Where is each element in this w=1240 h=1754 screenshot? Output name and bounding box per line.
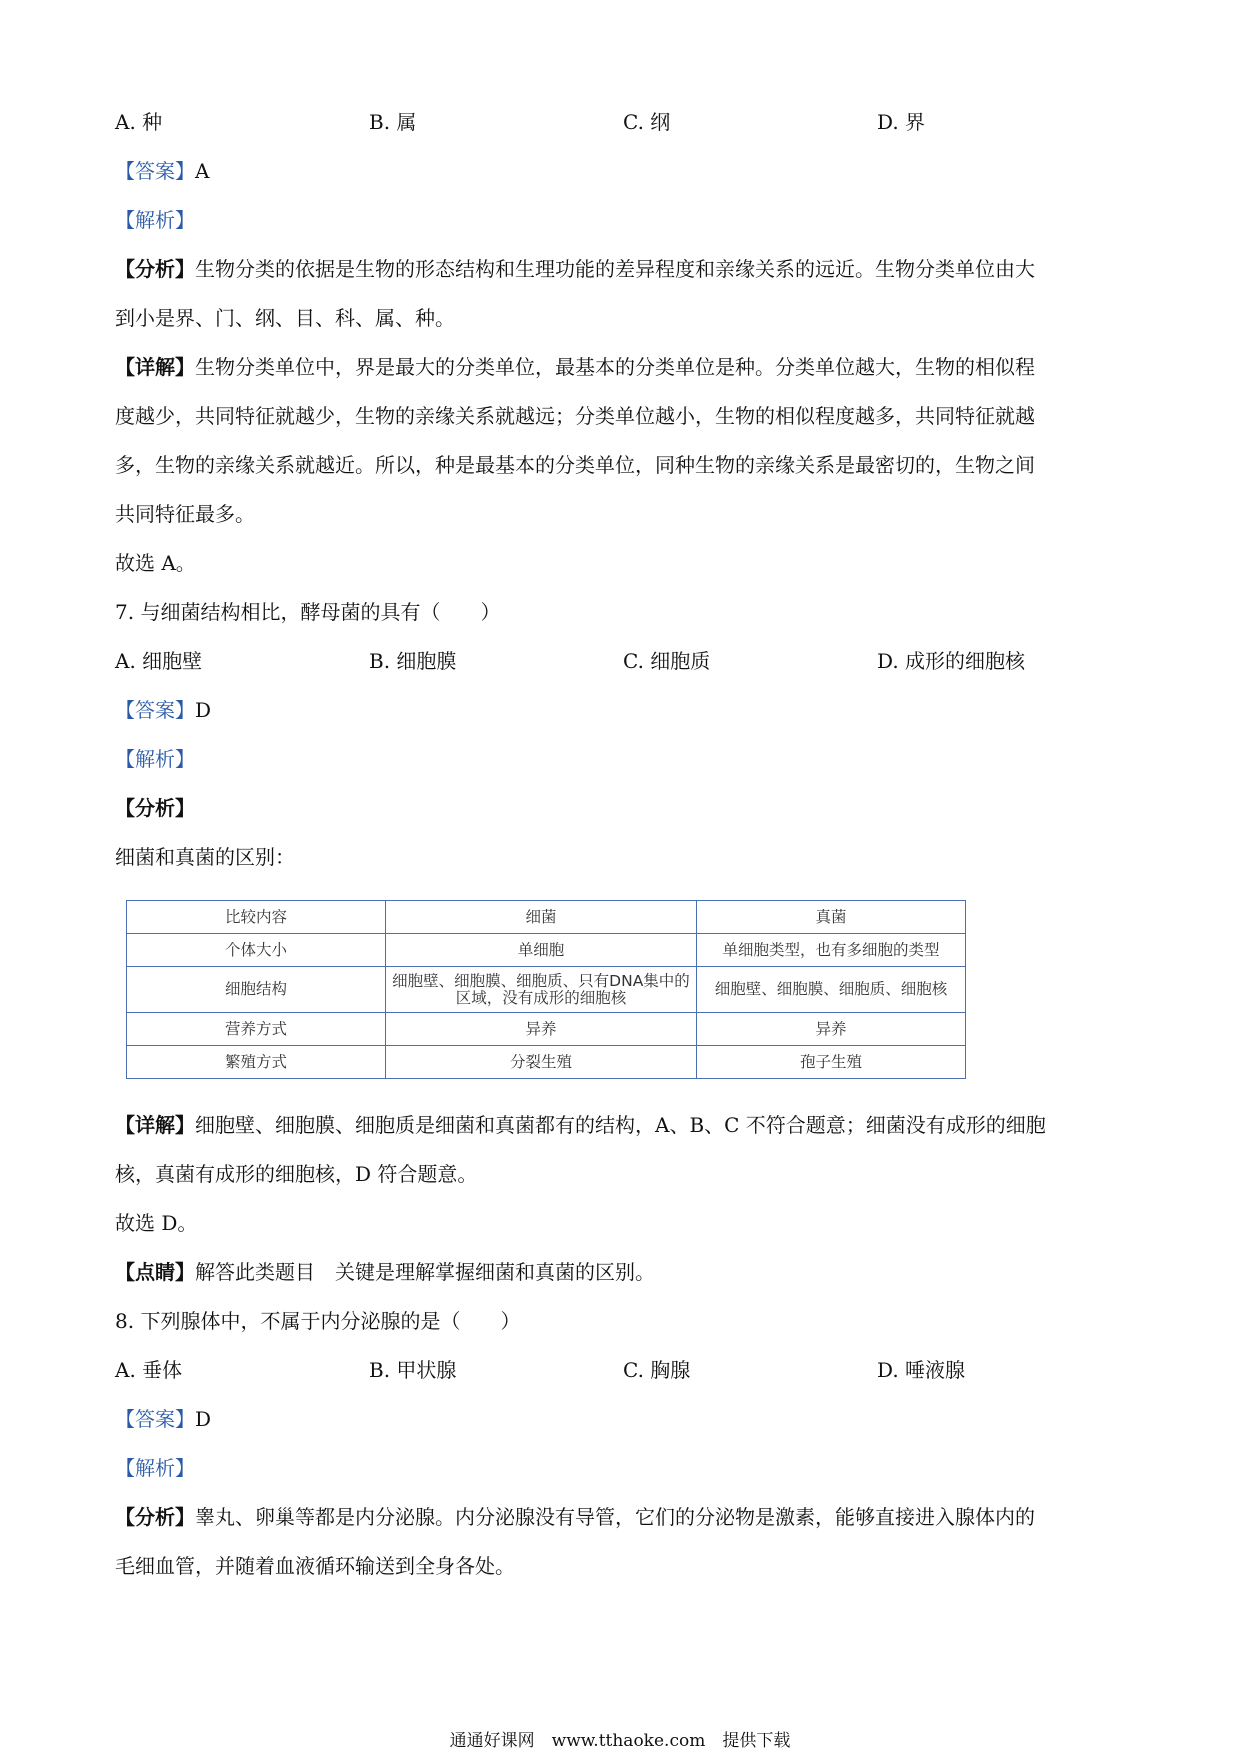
table-row [127,1046,966,1079]
table-cell: 单细胞 [386,934,697,967]
table-cell: 单细胞类型，也有多细胞的类型 [697,934,966,967]
fenxi-text: 生物分类的依据是生物的形态结构和生理功能的差异程度和亲缘关系的远近。生物分类单位由大 [195,257,1035,281]
table-header-row [127,901,966,934]
table-cell: 异养 [697,1013,966,1046]
answer-value: D [195,1407,212,1431]
table-cell: 营养方式 [127,1013,386,1046]
q7-xiangjie [115,1101,1135,1199]
q6-options [115,98,1135,147]
table-row [127,1013,966,1046]
q7-option-c: C. 细胞质 [623,649,711,673]
q8-option-d: D. 唾液腺 [877,1358,966,1382]
q8-option-c: C. 胸腺 [623,1358,691,1382]
q7-table-intro: 细菌和真菌的区别： [115,845,295,869]
q7-option-d: D. 成形的细胞核 [877,649,1026,673]
q7-conclusion: 故选 D。 [115,1211,198,1235]
answer-tag: 【答案】 [115,1407,195,1431]
q8-option-b: B. 甲状腺 [369,1358,457,1382]
answer-tag: 【答案】 [115,698,195,722]
xiangjie-tag: 【详解】 [115,1113,195,1137]
q6-analysis-heading [115,196,1135,245]
table-cell: 细胞壁、细胞膜、细胞质、细胞核 [697,967,966,1013]
q6-option-c: C. 纲 [623,110,671,134]
table-cell: 异养 [386,1013,697,1046]
table-cell: 分裂生殖 [386,1046,697,1079]
table-cell: 繁殖方式 [127,1046,386,1079]
fenxi-tag: 【分析】 [115,257,195,281]
fenxi-text: 到小是界、门、纲、目、科、属、种。 [115,306,455,330]
q7-question: 7. 与细菌结构相比，酵母菌的具有（ ） [115,600,501,624]
table-cell: 个体大小 [127,934,386,967]
q6-option-d: D. 界 [877,110,926,134]
q6-conclusion: 故选 A。 [115,551,196,575]
analysis-tag: 【解析】 [115,1456,195,1480]
xiangjie-text: 核，真菌有成形的细胞核，D 符合题意。 [115,1162,478,1186]
table-header-cell: 细菌 [386,901,697,934]
answer-value: A [195,159,210,183]
q8-question: 8. 下列腺体中，不属于内分泌腺的是（ ） [115,1309,521,1333]
q6-option-a: A. 种 [115,110,163,134]
dianjing-tag: 【点睛】 [115,1260,195,1284]
q7-answer [115,686,1135,735]
xiangjie-tag: 【详解】 [115,355,195,379]
fenxi-tag: 【分析】 [115,1505,195,1529]
xiangjie-text: 共同特征最多。 [115,502,255,526]
xiangjie-text: 度越少，共同特征就越少，生物的亲缘关系就越远；分类单位越小，生物的相似程度越多，共同特征就越 [115,404,1035,428]
page-footer: 通通好课网 www.tthaoke.com 提供下载 [449,1731,791,1751]
q8-option-a: A. 垂体 [115,1358,183,1382]
table-cell: 细胞壁、细胞膜、细胞质、只有DNA集中的区域，没有成形的细胞核 [386,967,697,1013]
xiangjie-text: 生物分类单位中，界是最大的分类单位，最基本的分类单位是种。分类单位越大，生物的相似程 [195,355,1035,379]
analysis-tag: 【解析】 [115,747,195,771]
q8-analysis-heading [115,1444,1135,1493]
answer-tag: 【答案】 [115,159,195,183]
comparison-table [126,900,966,1079]
xiangjie-text: 多，生物的亲缘关系就越近。所以，种是最基本的分类单位，同种生物的亲缘关系是最密切的，生物之间 [115,453,1035,477]
q7-option-b: B. 细胞膜 [369,649,457,673]
q7-dianjing [115,1248,1135,1297]
q7-fenxi-heading [115,784,1135,833]
table-row [127,934,966,967]
q6-xiangjie [115,343,1135,539]
table-cell: 细胞结构 [127,967,386,1013]
q6-answer [115,147,1135,196]
q6-fenxi [115,245,1135,343]
fenxi-text: 睾丸、卵巢等都是内分泌腺。内分泌腺没有导管，它们的分泌物是激素，能够直接进入腺体内的 [195,1505,1035,1529]
q6-option-b: B. 属 [369,110,417,134]
q7-options [115,637,1135,686]
table-header-cell: 比较内容 [127,901,386,934]
answer-value: D [195,698,212,722]
q8-fenxi [115,1493,1135,1591]
dianjing-text: 解答此类题目 关键是理解掌握细菌和真菌的区别。 [195,1260,655,1284]
q8-options [115,1346,1135,1395]
analysis-tag: 【解析】 [115,208,195,232]
table-row [127,967,966,1013]
document-page [115,98,1135,1591]
table-cell: 孢子生殖 [697,1046,966,1079]
q7-option-a: A. 细胞壁 [115,649,203,673]
xiangjie-text: 细胞壁、细胞膜、细胞质是细菌和真菌都有的结构，A、B、C 不符合题意；细菌没有成形的细胞 [195,1113,1046,1137]
q7-analysis-heading [115,735,1135,784]
q8-answer [115,1395,1135,1444]
table-header-cell: 真菌 [697,901,966,934]
fenxi-tag: 【分析】 [115,796,195,820]
fenxi-text: 毛细血管，并随着血液循环输送到全身各处。 [115,1554,515,1578]
